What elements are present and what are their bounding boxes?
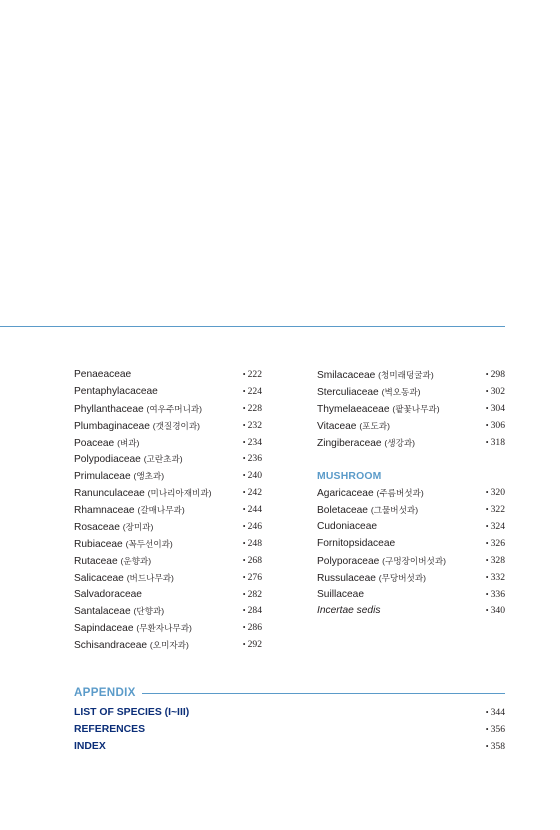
family-korean-name: (여우주머니과): [146, 403, 203, 414]
page-number: • 324: [486, 519, 505, 536]
family-korean-name: (갯질경이과): [152, 420, 200, 431]
family-name: [74, 485, 212, 503]
family-korean-name: (무환자나무과): [136, 623, 192, 634]
family-latin-name: Rhamnaceae: [74, 505, 135, 517]
family-korean-name: (벼과): [117, 437, 140, 448]
family-name: [74, 468, 164, 486]
family-korean-name: (단향과): [133, 606, 165, 617]
page-number: • 306: [486, 418, 505, 435]
toc-entry[interactable]: [317, 587, 505, 604]
family-latin-name: Suillaceae: [317, 588, 365, 600]
family-name: [74, 435, 139, 453]
page-number: • 318: [486, 435, 505, 452]
toc-entry[interactable]: [74, 418, 262, 435]
family-latin-name: Rosaceae: [74, 522, 120, 534]
family-name: [317, 502, 418, 520]
page-number: • 234: [243, 435, 262, 452]
toc-entry[interactable]: [317, 519, 505, 536]
family-korean-name: (오미자과): [149, 640, 189, 651]
family-name: [74, 553, 151, 571]
family-name: [317, 570, 426, 588]
page-number: • 228: [243, 401, 262, 418]
family-name: [317, 519, 377, 536]
family-name: [317, 553, 446, 571]
family-korean-name: (버드나무과): [126, 572, 174, 583]
page-number: • 276: [243, 570, 262, 587]
toc-entry[interactable]: [317, 570, 505, 587]
family-latin-name: Poaceae: [74, 437, 115, 449]
family-latin-name: Sterculiaceae: [317, 386, 379, 398]
plant-families-continued: [317, 367, 505, 451]
family-name: [74, 637, 189, 655]
appendix-entry-page: • 344: [486, 705, 505, 722]
appendix-entry-label: REFERENCES: [74, 723, 146, 735]
mushroom-families: [317, 485, 505, 620]
page-number: • 242: [243, 485, 262, 502]
toc-entry[interactable]: [74, 603, 262, 620]
family-latin-name: Phyllanthaceae: [74, 403, 144, 415]
family-latin-name: Primulaceae: [74, 471, 131, 483]
family-latin-name: Vitaceae: [317, 420, 357, 432]
toc-entry[interactable]: [317, 502, 505, 519]
page-number: • 282: [243, 587, 262, 604]
family-latin-name: Boletaceae: [317, 505, 368, 517]
family-latin-name: Salicaceae: [74, 572, 124, 584]
family-latin-name: Agaricaceae: [317, 488, 374, 500]
family-name: [317, 367, 434, 385]
family-korean-name: (포도과): [359, 420, 390, 431]
page-number: • 240: [243, 468, 262, 485]
mushroom-heading: MUSHROOM: [317, 471, 382, 483]
family-name: [74, 536, 173, 554]
page-number: • 244: [243, 502, 262, 519]
toc-right-column: [317, 367, 505, 620]
toc-entry[interactable]: [317, 384, 505, 401]
toc-entry[interactable]: [74, 435, 262, 452]
appendix-entry-page: • 356: [486, 722, 505, 739]
section-gap: [317, 451, 505, 468]
appendix-entry[interactable]: [74, 739, 505, 756]
family-korean-name: (벽오동과): [381, 386, 421, 397]
family-name: [317, 418, 390, 436]
appendix-entry-label: INDEX: [74, 740, 106, 752]
appendix-list: [74, 705, 505, 756]
family-latin-name: Salvadoraceae: [74, 588, 142, 600]
appendix-title: APPENDIX: [74, 684, 142, 702]
toc-entry[interactable]: [74, 587, 262, 604]
toc-entry[interactable]: [74, 367, 262, 384]
page-number: • 286: [243, 620, 262, 637]
toc-entry[interactable]: [74, 536, 262, 553]
family-korean-name: (미나리아재비과): [147, 488, 212, 499]
family-korean-name: (갈매나무과): [137, 505, 185, 516]
family-latin-name: Santalaceae: [74, 606, 131, 618]
page-number: • 246: [243, 519, 262, 536]
family-latin-name: Smilacaceae: [317, 370, 376, 381]
page-number: • 236: [243, 451, 262, 468]
family-latin-name: Plumbaginaceae: [74, 420, 150, 432]
family-name: [317, 536, 395, 553]
family-name: [317, 401, 440, 419]
family-latin-name: Zingiberaceae: [317, 437, 382, 449]
toc-entry[interactable]: [317, 485, 505, 502]
toc-entry[interactable]: [74, 468, 262, 485]
toc-entry[interactable]: [74, 637, 262, 654]
toc-entry[interactable]: [74, 401, 262, 418]
toc-entry[interactable]: [74, 620, 262, 637]
family-name: [74, 587, 142, 604]
family-korean-name: (무당버섯과): [378, 572, 426, 583]
appendix-rule: [140, 693, 505, 694]
page-number: • 320: [486, 485, 505, 502]
toc-entry[interactable]: [317, 367, 505, 384]
page-number: • 224: [243, 384, 262, 401]
toc-entry[interactable]: [74, 451, 262, 468]
family-korean-name: (그물버섯과): [370, 505, 419, 516]
page-number: • 302: [486, 384, 505, 401]
family-latin-name: Fornitopsidaceae: [317, 537, 396, 549]
toc-entry[interactable]: [74, 502, 262, 519]
family-latin-name: Incertae sedis: [317, 605, 381, 617]
page-number: • 304: [486, 401, 505, 418]
appendix-entry-page: • 358: [486, 739, 505, 756]
family-name: [74, 367, 131, 384]
page-number: • 322: [486, 502, 505, 519]
family-latin-name: Sapindaceae: [74, 623, 134, 635]
toc-entry[interactable]: [74, 519, 262, 536]
family-korean-name: (주름버섯과): [376, 488, 424, 499]
top-divider: [0, 326, 505, 327]
family-korean-name: (구멍장이버섯과): [382, 555, 446, 566]
family-name: [317, 435, 415, 453]
family-latin-name: Thymelaeaceae: [317, 403, 390, 415]
family-latin-name: Cudoniaceae: [317, 521, 378, 533]
family-korean-name: (고란초과): [143, 454, 183, 465]
family-korean-name: (꼭두선이과): [125, 538, 173, 549]
toc-left-column: [74, 367, 262, 654]
family-latin-name: Polyporaceae: [317, 555, 380, 567]
family-name: [74, 401, 202, 419]
page-number: • 284: [243, 603, 262, 620]
family-latin-name: Schisandraceae: [74, 640, 148, 652]
family-name: [74, 384, 158, 401]
toc-entry[interactable]: [317, 418, 505, 435]
family-korean-name: (운향과): [120, 555, 152, 566]
toc-entry[interactable]: [74, 570, 262, 587]
toc-entry[interactable]: [317, 603, 505, 620]
family-latin-name: Pentaphylacaceae: [74, 385, 158, 397]
family-korean-name: (장미과): [122, 522, 154, 533]
appendix-entry[interactable]: [74, 722, 505, 739]
page-number: • 268: [243, 553, 262, 570]
page-number: • 328: [486, 553, 505, 570]
family-latin-name: Russulaceae: [317, 572, 376, 584]
toc-entry[interactable]: [74, 553, 262, 570]
family-name: [74, 451, 183, 469]
family-name: [74, 519, 153, 537]
page-number: • 326: [486, 536, 505, 553]
family-name: [317, 603, 380, 620]
page-number: • 248: [243, 536, 262, 553]
page-number: • 222: [243, 367, 262, 384]
page-number: • 298: [486, 367, 505, 384]
family-latin-name: Ranunculaceae: [74, 488, 145, 500]
family-name: [74, 603, 164, 621]
family-name: [317, 384, 421, 402]
family-name: [74, 620, 192, 638]
appendix-entry[interactable]: [74, 705, 505, 722]
page-number: • 232: [243, 418, 262, 435]
family-korean-name: (팥꽃나무과): [392, 403, 440, 414]
family-name: [74, 570, 174, 588]
family-name: [317, 485, 424, 503]
family-name: [317, 587, 364, 604]
toc-entry[interactable]: [317, 401, 505, 418]
family-latin-name: Rutaceae: [74, 555, 118, 567]
appendix-entry-label: LIST OF SPECIES (I~III): [74, 707, 190, 718]
family-name: [74, 418, 200, 436]
page-number: • 292: [243, 637, 262, 654]
family-korean-name: (청미래덩굴과): [378, 370, 434, 380]
toc-entry[interactable]: [317, 435, 505, 452]
toc-entry[interactable]: [317, 553, 505, 570]
page-number: • 336: [486, 587, 505, 604]
toc-entry[interactable]: [317, 536, 505, 553]
family-latin-name: Polypodiaceae: [74, 454, 141, 466]
toc-entry[interactable]: [74, 384, 262, 401]
page-number: • 340: [486, 603, 505, 620]
appendix-header: [74, 684, 505, 702]
page-number: • 332: [486, 570, 505, 587]
family-latin-name: Rubiaceae: [74, 538, 123, 550]
family-latin-name: Penaeaceae: [74, 369, 132, 380]
toc-entry[interactable]: [74, 485, 262, 502]
family-korean-name: (앵초과): [133, 471, 165, 482]
family-name: [74, 502, 185, 520]
family-korean-name: (생강과): [384, 437, 416, 448]
